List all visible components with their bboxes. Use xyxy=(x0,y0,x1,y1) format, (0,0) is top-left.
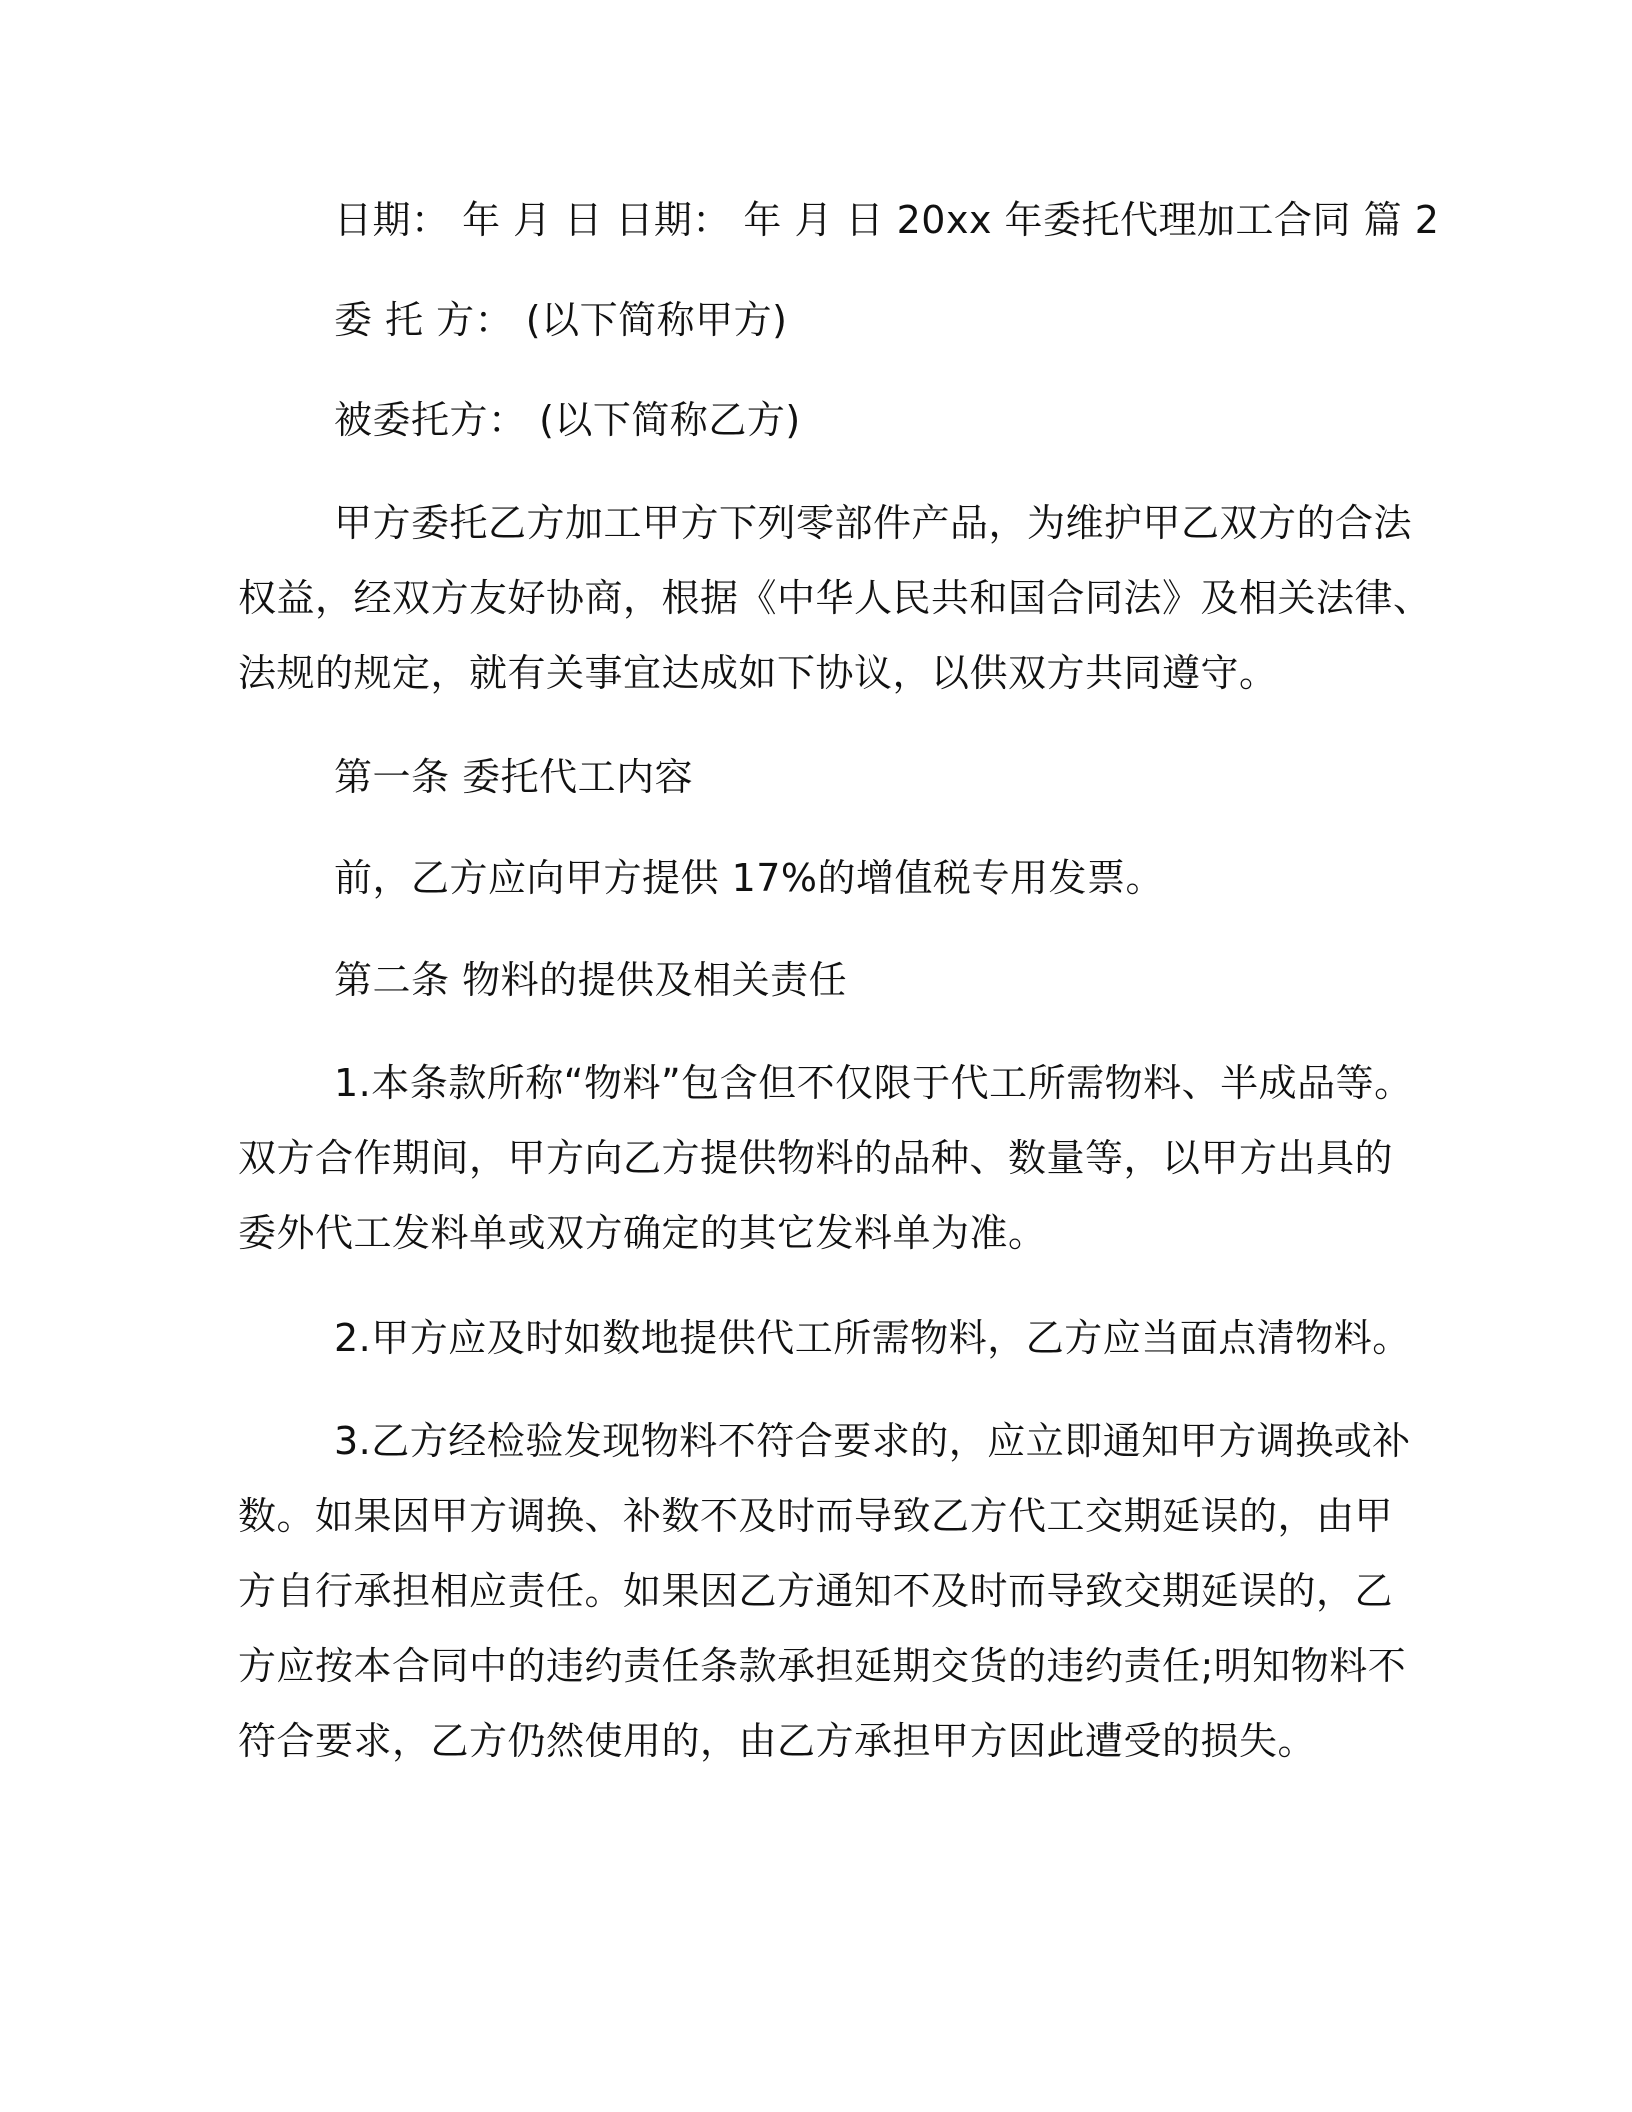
clause-3-line: 符合要求，乙方仍然使用的，由乙方承担甲方因此遭受的损失。 xyxy=(238,1719,1317,1763)
clause-3-line: 数。如果因甲方调换、补数不及时而导致乙方代工交期延误的，由甲 xyxy=(238,1494,1394,1538)
article-2-heading: 第二条 物料的提供及相关责任 xyxy=(334,958,848,1002)
clause-1-line: 委外代工发料单或双方确定的其它发料单为准。 xyxy=(238,1211,1047,1255)
clause-3-line: 3.乙方经检验发现物料不符合要求的，应立即通知甲方调换或补 xyxy=(334,1419,1411,1463)
contractor-party-line: 被委托方： (以下简称乙方) xyxy=(334,398,801,442)
client-party-line: 委 托 方： (以下简称甲方) xyxy=(334,298,788,342)
intro-paragraph-line: 甲方委托乙方加工甲方下列零部件产品，为维护甲乙双方的合法 xyxy=(334,501,1413,545)
clause-3-line: 方自行承担相应责任。如果因乙方通知不及时而导致交期延误的，乙 xyxy=(238,1569,1394,1613)
article-1-text: 前，乙方应向甲方提供 17%的增值税专用发票。 xyxy=(334,856,1165,900)
clause-1-line: 双方合作期间，甲方向乙方提供物料的品种、数量等，以甲方出具的 xyxy=(238,1136,1394,1180)
clause-3-line: 方应按本合同中的违约责任条款承担延期交货的违约责任;明知物料不 xyxy=(238,1644,1407,1688)
header-date-line: 日期： 年 月 日 日期： 年 月 日 20xx 年委托代理加工合同 篇 2 xyxy=(334,198,1440,242)
clause-1-line: 1.本条款所称“物料”包含但不仅限于代工所需物料、半成品等。 xyxy=(334,1061,1413,1105)
intro-paragraph-line: 权益，经双方友好协商，根据《中华人民共和国合同法》及相关法律、 xyxy=(238,576,1432,620)
article-1-heading: 第一条 委托代工内容 xyxy=(334,755,694,799)
intro-paragraph-line: 法规的规定，就有关事宜达成如下协议，以供双方共同遵守。 xyxy=(238,651,1278,695)
clause-2-line: 2.甲方应及时如数地提供代工所需物料，乙方应当面点清物料。 xyxy=(334,1316,1411,1360)
